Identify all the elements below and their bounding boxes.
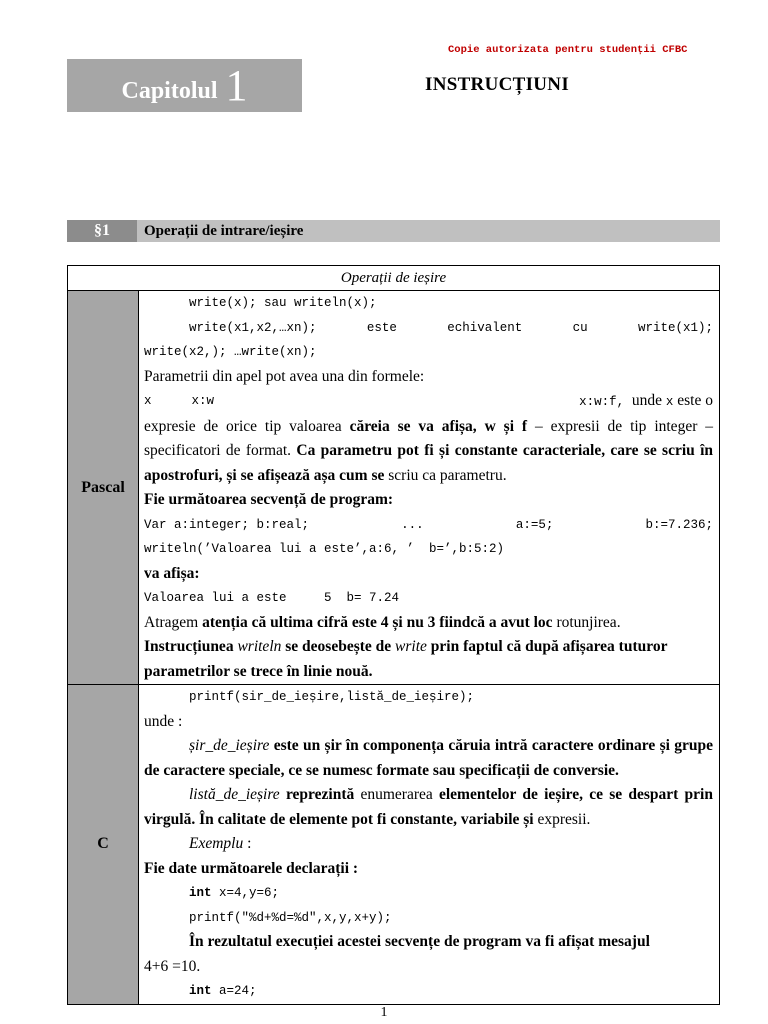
paragraph: unde : [144, 712, 183, 730]
pascal-label: Pascal [68, 291, 139, 685]
paragraph: Atragem atenția că ultima cifră este 4 și nu 3 fiindcă a avut loc rotunjirea. [144, 613, 621, 631]
section-title: Operații de intrare/ieșire [144, 222, 304, 239]
paragraph: Exemplu : [189, 835, 252, 852]
output-operations-table [67, 265, 720, 1005]
section-number: §1 [67, 220, 137, 242]
code-output: Valoarea lui a este 5 b= 7.24 [144, 591, 400, 605]
paragraph: șir_de_ieșire este un șir în componența căruia intră caractere ordinare și grupe de caractere speciale, ce se numesc formate sau specificații de conversie. [144, 737, 713, 779]
paragraph: În rezultatul execuției acestei secvențe de program va fi afișat mesajul 4+6 =10. [144, 933, 650, 975]
chapter-title: INSTRUCȚIUNI [425, 74, 570, 95]
code-line: int a=24; [189, 984, 257, 998]
paragraph: Fie date următoarele declarații : [144, 859, 359, 877]
pascal-row [68, 291, 720, 685]
page-number: 1 [380, 1005, 388, 1020]
paragraph: va afișa: [144, 564, 200, 582]
chapter-number: 1 [225, 61, 248, 110]
code-line: write(x1,x2,…xn); este echivalent cu write(x1); [189, 320, 713, 335]
chapter-label [67, 59, 302, 112]
c-row [68, 685, 720, 1005]
c-label: C [68, 685, 139, 1005]
code-line: Var a:integer; b:real; ... a:=5; b:=7.236; [144, 517, 713, 532]
table-heading: Operații de ieșire [68, 266, 720, 291]
paragraph: listă_de_ieșire reprezintă enumerarea elementelor de ieșire, ce se despart prin virgulă. În calitate de elemente pot fi constante, variabile și expresii. [144, 786, 713, 828]
chapter-word: Capitolul [121, 78, 218, 104]
code-line: int x=4,y=6; [189, 886, 280, 900]
pascal-content [139, 291, 720, 685]
code-line: printf("%d+%d=%d",x,y,x+y); [189, 910, 392, 925]
paragraph: Fie următoarea secvență de program: [144, 491, 394, 508]
c-content [139, 685, 720, 1005]
paragraph: Instrucțiunea writeln se deosebește de write prin faptul că după afișarea tuturor parametrilor se trece în linie nouă. [144, 638, 668, 680]
authorized-copy-notice: Copie autorizata pentru studenții CFBC [448, 44, 688, 56]
paragraph: expresie de orice tip valoarea căreia se va afișa, w și f – expresii de tip integer – specificatori de format. Ca parametru pot fi și constante caracteriale, care se scriu în apostrofuri, și se afișează așa cum se scriu ca parametru. [144, 417, 714, 484]
code-line: writeln(’Valoarea lui a este’,a:6, ’ b=’,b:5:2) [144, 542, 505, 556]
code-line: printf(sir_de_ieșire,listă_de_ieșire); [189, 690, 475, 704]
code-line: write(x); sau writeln(x); [189, 296, 377, 310]
section-header [67, 220, 720, 242]
code-line: write(x2,); …write(xn); [144, 345, 317, 359]
format-forms: x x:w x:w:f, unde x este o [144, 392, 713, 409]
paragraph: Parametrii din apel pot avea una din formele: [144, 367, 425, 385]
